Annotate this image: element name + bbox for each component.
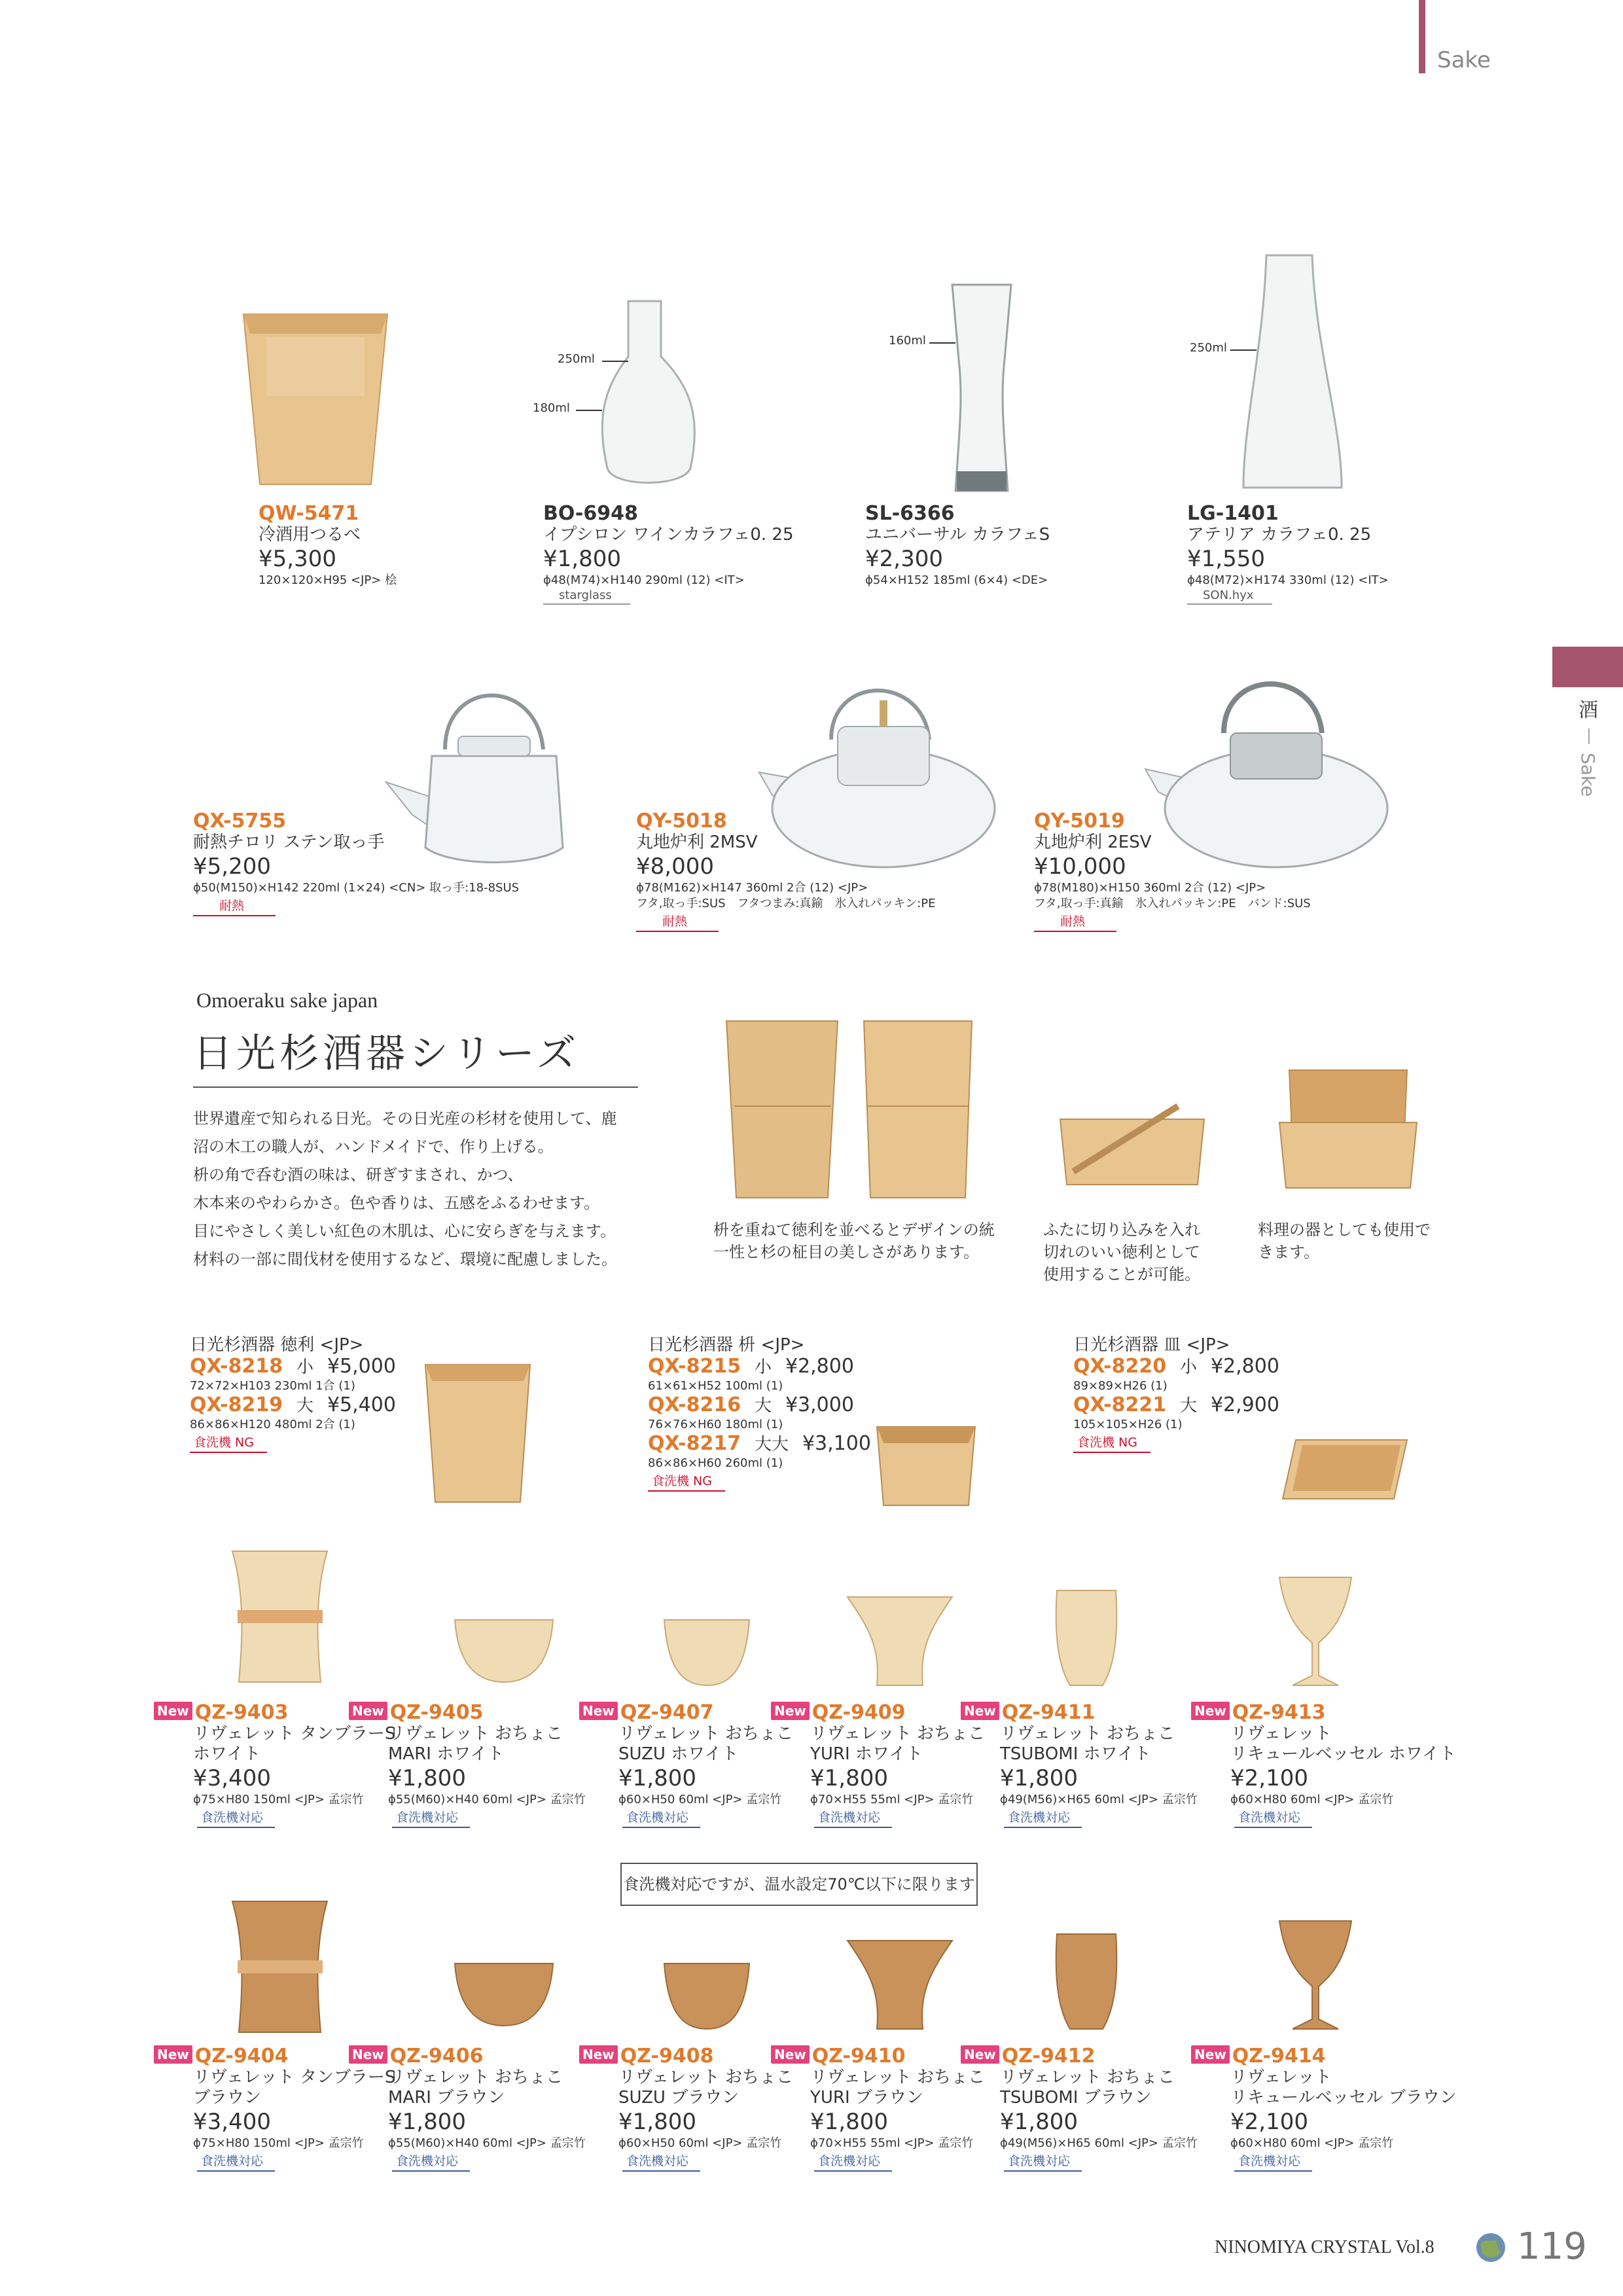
product-name: ユニバーサル カラフェS xyxy=(865,525,1050,545)
product-code: QW-5471 xyxy=(259,502,359,525)
dishwasher-ok-tag: 食洗機対応 xyxy=(392,2151,470,2172)
nikko-plate-block[interactable] xyxy=(1073,1335,1279,1453)
size: 小 xyxy=(1180,1357,1198,1377)
price: ¥3,000 xyxy=(785,1393,854,1416)
dishwasher-notice: 食洗機対応ですが、温水設定70℃以下に限ります xyxy=(620,1863,978,1906)
liqueur-vessel-brown-image xyxy=(1276,1914,1355,2032)
tsurube-box-image xyxy=(230,288,407,491)
product-name: リヴェレット おちょこ xyxy=(1000,1724,1175,1744)
caption-line: ふたに切り込みを入れ xyxy=(1043,1221,1200,1239)
product-spec: 120×120×H95 <JP> 桧 xyxy=(259,573,397,587)
product-code xyxy=(1073,1394,1279,1417)
product-name-2: YURI ホワイト xyxy=(810,1744,923,1764)
size: 小 xyxy=(296,1357,314,1377)
tumbler-white-image xyxy=(226,1545,334,1689)
product-name: リヴェレット xyxy=(1230,2068,1332,2087)
product-name: リヴェレット おちょこ xyxy=(810,1724,985,1744)
product-qz9407[interactable] xyxy=(579,1702,793,1828)
vol-line-lg-250 xyxy=(1230,349,1257,351)
nikko-masu-block[interactable] xyxy=(648,1335,871,1492)
product-name: 丸地炉利 2MSV xyxy=(636,833,758,852)
ochoko-tsubomi-white-image xyxy=(1050,1584,1122,1689)
caption-line: きます。 xyxy=(1258,1243,1320,1261)
product-code: SL-6366 xyxy=(865,502,955,525)
dishwasher-ok-tag: 食洗機対応 xyxy=(1004,2151,1082,2172)
globe-icon xyxy=(1475,2232,1507,2263)
product-price: ¥5,200 xyxy=(193,853,271,880)
product-name: リヴェレット おちょこ xyxy=(388,1724,563,1744)
body-line: 枡の角で呑む酒の味は、研ぎすまされ、かつ、 xyxy=(193,1166,524,1184)
vol-line-sl-160 xyxy=(929,342,955,344)
stacked-tokkuri-masu-image xyxy=(720,1008,982,1204)
product-price: ¥1,550 xyxy=(1187,546,1265,572)
nikko-tokkuri-block[interactable] xyxy=(190,1335,396,1453)
new-badge: New xyxy=(1191,2045,1230,2064)
size: 大 xyxy=(1180,1396,1198,1416)
body-line: 木本来のやわらかさ。色や香りは、五感をふるわせます。 xyxy=(193,1194,600,1212)
product-price: ¥1,800 xyxy=(543,546,621,572)
series-subtitle: Omoeraku sake japan xyxy=(196,988,378,1012)
caption-line: 使用することが可能。 xyxy=(1043,1265,1200,1283)
body-line: 世界遺産で知られる日光。その日光産の杉材を使用して、鹿 xyxy=(193,1109,617,1128)
product-price: ¥1,800 xyxy=(388,2109,466,2135)
product-name: イプシロン ワインカラフェ0. 25 xyxy=(543,525,794,545)
brand-tag: SON.hyx xyxy=(1187,588,1272,605)
product-spec: 76×76×H60 180ml (1) xyxy=(648,1418,783,1431)
product-code: QY-5019 xyxy=(1034,810,1125,833)
product-price: ¥1,800 xyxy=(1000,1765,1078,1791)
product-qz9412[interactable] xyxy=(961,2045,1198,2172)
product-qz9408[interactable] xyxy=(579,2045,793,2172)
tokkuri-lid-cut-image xyxy=(1054,1100,1211,1191)
body-line: 沼の木工の職人が、ハンドメイドで、作り上げる。 xyxy=(193,1138,554,1156)
price: ¥2,800 xyxy=(785,1355,854,1378)
product-price: ¥10,000 xyxy=(1034,853,1126,880)
dishwasher-ok-tag: 食洗機対応 xyxy=(1234,2151,1312,2172)
product-code xyxy=(648,1394,871,1417)
product-price: ¥1,800 xyxy=(388,1765,466,1791)
ochoko-mari-brown-image xyxy=(452,1957,556,2029)
product-spec: ϕ60×H50 60ml <JP> 孟宗竹 xyxy=(618,1793,782,1806)
ochoko-suzu-white-image xyxy=(661,1613,753,1689)
product-spec-2: フタ,取っ手:SUS フタつまみ:真鍮 氷入れパッキン:PE xyxy=(636,897,936,910)
ochoko-yuri-white-image xyxy=(844,1590,955,1689)
tumbler-brown-image xyxy=(226,1895,334,2039)
product-name-2: ホワイト xyxy=(193,1744,261,1764)
product-spec: ϕ48(M72)×H174 330ml (12) <IT> xyxy=(1187,573,1389,587)
product-code xyxy=(648,1433,871,1456)
carafe-sl6366-image xyxy=(942,281,1021,497)
caption-line: 枡を重ねて徳利を並べるとデザインの統 xyxy=(713,1221,995,1239)
product-spec: ϕ49(M56)×H65 60ml <JP> 孟宗竹 xyxy=(1000,2136,1198,2150)
product-name: リヴェレット xyxy=(1230,1724,1332,1744)
product-code xyxy=(1073,1355,1279,1378)
product-name-2: リキュールベッセル ブラウン xyxy=(1230,2088,1457,2108)
series-title: 日光杉酒器シリーズ xyxy=(193,1031,580,1077)
product-code: QZ-9414 xyxy=(1232,2045,1326,2068)
price: ¥5,000 xyxy=(327,1355,396,1378)
product-spec: 86×86×H60 260ml (1) xyxy=(648,1456,783,1470)
body-line: 材料の一部に間伐材を使用するなど、環境に配慮しました。 xyxy=(193,1250,617,1268)
product-qz9411[interactable] xyxy=(961,1702,1198,1828)
heat-resistant-tag: 耐熱 xyxy=(193,896,276,916)
nikko-tokkuri-image xyxy=(419,1352,537,1509)
new-badge: New xyxy=(579,1702,618,1720)
group-header: 日光杉酒器 徳利 <JP> xyxy=(190,1335,364,1355)
product-spec: ϕ55(M60)×H40 60ml <JP> 孟宗竹 xyxy=(388,1793,586,1806)
code: QX-8220 xyxy=(1073,1355,1167,1378)
side-tab-sep: — xyxy=(1580,728,1599,745)
dishwasher-ok-tag: 食洗機対応 xyxy=(622,2151,700,2172)
product-spec: 72×72×H103 230ml 1合 (1) xyxy=(190,1379,355,1393)
product-price: ¥3,400 xyxy=(193,2109,271,2135)
dishwasher-ng-tag: 食洗機 NG xyxy=(190,1433,267,1453)
product-price: ¥1,800 xyxy=(1000,2109,1078,2135)
product-spec: ϕ60×H80 60ml <JP> 孟宗竹 xyxy=(1230,1793,1394,1806)
new-badge: New xyxy=(961,1702,999,1720)
product-qz9410[interactable] xyxy=(771,2045,985,2172)
new-badge: New xyxy=(349,2045,387,2064)
caption-plate xyxy=(1258,1219,1431,1263)
vol-line-bo-250 xyxy=(602,360,628,363)
product-spec: 105×105×H26 (1) xyxy=(1073,1418,1183,1431)
product-code: QZ-9403 xyxy=(194,1701,289,1724)
product-spec: 61×61×H52 100ml (1) xyxy=(648,1379,783,1393)
product-spec: ϕ78(M180)×H150 360ml 2合 (12) <JP> xyxy=(1034,881,1266,895)
ochoko-suzu-brown-image xyxy=(661,1957,753,2032)
dishwasher-ok-tag: 食洗機対応 xyxy=(197,1808,275,1828)
product-qz9405[interactable] xyxy=(349,1702,586,1828)
carafe-bo6948-image xyxy=(602,298,713,494)
vol-label-bo-180: 180ml xyxy=(533,401,570,415)
vol-label-bo-250: 250ml xyxy=(558,352,595,366)
dishwasher-ok-tag: 食洗機対応 xyxy=(622,1808,700,1828)
vol-label-sl-160: 160ml xyxy=(889,334,926,348)
side-tab-jp: 酒 xyxy=(1578,699,1598,722)
size: 大 xyxy=(296,1396,314,1416)
body-line: 目にやさしく美しい紅色の木肌は、心に安らぎを与えます。 xyxy=(193,1222,616,1240)
new-badge: New xyxy=(961,2045,999,2064)
header-section-label: Sake xyxy=(1437,47,1491,73)
product-qz9413[interactable] xyxy=(1191,1702,1456,1828)
product-name: アテリア カラフェ0. 25 xyxy=(1187,525,1372,545)
group-header: 日光杉酒器 皿 <JP> xyxy=(1073,1335,1230,1355)
code: QX-8218 xyxy=(190,1355,283,1378)
product-name-2: MARI ブラウン xyxy=(388,2088,505,2108)
product-name: リヴェレット おちょこ xyxy=(1000,2068,1175,2087)
new-badge: New xyxy=(154,2045,192,2064)
price: ¥2,800 xyxy=(1210,1355,1279,1378)
side-tab[interactable] xyxy=(1552,647,1623,687)
product-qx5755[interactable] xyxy=(193,810,519,916)
product-code: QZ-9409 xyxy=(812,1701,906,1724)
product-name-2: TSUBOMI ブラウン xyxy=(1000,2088,1152,2108)
product-code: QZ-9404 xyxy=(194,2045,289,2068)
product-code xyxy=(648,1355,871,1378)
price: ¥2,900 xyxy=(1210,1393,1279,1416)
product-name-2: YURI ブラウン xyxy=(810,2088,923,2108)
code: QX-8217 xyxy=(648,1432,741,1455)
product-price: ¥1,800 xyxy=(618,2109,696,2135)
product-spec: ϕ70×H55 55ml <JP> 孟宗竹 xyxy=(810,2136,974,2150)
product-name: 耐熱チロリ ステン取っ手 xyxy=(193,833,385,852)
brand-tag: starglass xyxy=(543,588,630,605)
product-name: リヴェレット タンブラーS xyxy=(193,1724,396,1744)
size: 小 xyxy=(755,1357,772,1377)
liqueur-vessel-white-image xyxy=(1276,1571,1355,1689)
code: QX-8219 xyxy=(190,1393,283,1416)
product-code: QZ-9412 xyxy=(1001,2045,1096,2068)
product-bo6948[interactable] xyxy=(543,503,794,605)
product-code xyxy=(190,1355,396,1378)
dishwasher-ok-tag: 食洗機対応 xyxy=(1234,1808,1312,1828)
product-name-2: リキュールベッセル ホワイト xyxy=(1230,1744,1456,1764)
product-code xyxy=(190,1394,396,1417)
page-number: 119 xyxy=(1517,2225,1587,2268)
product-name: リヴェレット おちょこ xyxy=(618,1724,793,1744)
product-price: ¥1,800 xyxy=(618,1765,696,1791)
caption-lid xyxy=(1043,1219,1200,1285)
dishwasher-ng-tag: 食洗機 NG xyxy=(648,1471,725,1492)
product-spec: ϕ55(M60)×H40 60ml <JP> 孟宗竹 xyxy=(388,2136,586,2150)
new-badge: New xyxy=(1191,1702,1230,1720)
heat-resistant-tag: 耐熱 xyxy=(636,912,719,932)
nikko-masu-image xyxy=(870,1414,982,1512)
product-name-2: SUZU ホワイト xyxy=(618,1744,739,1764)
ochoko-mari-white-image xyxy=(452,1613,556,1685)
product-qw5471[interactable] xyxy=(259,503,397,588)
size: 大大 xyxy=(755,1435,789,1454)
product-spec: ϕ75×H80 150ml <JP> 孟宗竹 xyxy=(193,1793,364,1806)
product-code: BO-6948 xyxy=(543,502,638,525)
dishwasher-ok-tag: 食洗機対応 xyxy=(197,2151,275,2172)
new-badge: New xyxy=(154,1702,192,1720)
product-spec: 86×86×H120 480ml 2合 (1) xyxy=(190,1418,355,1431)
product-spec: ϕ54×H152 185ml (6×4) <DE> xyxy=(865,573,1048,587)
product-code: LG-1401 xyxy=(1187,502,1279,525)
product-code: QZ-9405 xyxy=(389,1701,484,1724)
ochoko-tsubomi-brown-image xyxy=(1050,1928,1122,2032)
product-spec: ϕ60×H50 60ml <JP> 孟宗竹 xyxy=(618,2136,782,2150)
product-spec: ϕ50(M150)×H142 220ml (1×24) <CN> 取っ手:18-8SUS xyxy=(193,881,520,895)
new-badge: New xyxy=(349,1702,387,1720)
footer-brand: NINOMIYA CRYSTAL Vol.8 xyxy=(1215,2237,1435,2257)
product-name: 丸地炉利 2ESV xyxy=(1034,833,1152,852)
product-lg1401[interactable] xyxy=(1187,503,1389,605)
product-qz9406[interactable] xyxy=(349,2045,586,2172)
dishwasher-ok-tag: 食洗機対応 xyxy=(814,1808,892,1828)
product-price: ¥1,800 xyxy=(810,1765,888,1791)
product-price: ¥2,100 xyxy=(1230,1765,1308,1791)
product-price: ¥3,400 xyxy=(193,1765,271,1791)
product-name: リヴェレット おちょこ xyxy=(618,2068,793,2087)
group-header: 日光杉酒器 枡 <JP> xyxy=(648,1335,805,1355)
product-name-2: ブラウン xyxy=(193,2088,262,2108)
product-spec: ϕ70×H55 55ml <JP> 孟宗竹 xyxy=(810,1793,974,1806)
product-spec-2: フタ,取っ手:真鍮 氷入れパッキン:PE バンド:SUS xyxy=(1034,897,1311,910)
product-name-2: SUZU ブラウン xyxy=(618,2088,740,2108)
product-name-2: MARI ホワイト xyxy=(388,1744,505,1764)
product-name: リヴェレット おちょこ xyxy=(810,2068,985,2087)
product-spec: ϕ60×H80 60ml <JP> 孟宗竹 xyxy=(1230,2136,1394,2150)
product-code: QY-5018 xyxy=(636,810,727,833)
product-price: ¥1,800 xyxy=(810,2109,888,2135)
dishwasher-ok-tag: 食洗機対応 xyxy=(392,1808,470,1828)
dishwasher-ok-tag: 食洗機対応 xyxy=(1004,1808,1082,1828)
new-badge: New xyxy=(579,2045,618,2064)
new-badge: New xyxy=(771,1702,810,1720)
product-price: ¥2,300 xyxy=(865,546,943,572)
code: QX-8221 xyxy=(1073,1393,1167,1416)
product-spec: ϕ75×H80 150ml <JP> 孟宗竹 xyxy=(193,2136,364,2150)
size: 大 xyxy=(755,1396,772,1416)
new-badge: New xyxy=(771,2045,810,2064)
product-name: リヴェレット タンブラーS xyxy=(193,2068,396,2087)
product-price: ¥5,300 xyxy=(259,546,336,572)
product-code: QZ-9408 xyxy=(620,2045,714,2068)
series-body xyxy=(193,1105,617,1274)
caption-stacking xyxy=(713,1219,995,1263)
code: QX-8215 xyxy=(648,1355,741,1378)
product-price: ¥2,100 xyxy=(1230,2109,1308,2135)
nikko-plate-image xyxy=(1276,1433,1414,1505)
product-qy5019[interactable] xyxy=(1034,810,1311,932)
caption-line: 料理の器としても使用で xyxy=(1258,1221,1431,1239)
product-sl6366[interactable] xyxy=(865,503,1050,588)
ochoko-yuri-brown-image xyxy=(844,1934,955,2032)
vol-label-lg-250: 250ml xyxy=(1190,341,1227,355)
product-spec: ϕ49(M56)×H65 60ml <JP> 孟宗竹 xyxy=(1000,1793,1198,1806)
product-code: QZ-9411 xyxy=(1001,1701,1096,1724)
product-qz9409[interactable] xyxy=(771,1702,985,1828)
product-code: QZ-9406 xyxy=(389,2045,484,2068)
product-spec: 89×89×H26 (1) xyxy=(1073,1379,1168,1393)
product-name-2: TSUBOMI ホワイト xyxy=(1000,1744,1151,1764)
product-code: QZ-9407 xyxy=(620,1701,714,1724)
header-accent-bar xyxy=(1419,0,1425,73)
vol-line-bo-180 xyxy=(576,409,602,412)
price: ¥3,100 xyxy=(802,1432,871,1455)
product-code: QZ-9410 xyxy=(812,2045,906,2068)
dishwasher-ok-tag: 食洗機対応 xyxy=(814,2151,892,2172)
product-price: ¥8,000 xyxy=(636,853,714,880)
dishwasher-ng-tag: 食洗機 NG xyxy=(1073,1433,1150,1453)
product-qz9414[interactable] xyxy=(1191,2045,1457,2172)
product-name: リヴェレット おちょこ xyxy=(388,2068,563,2087)
caption-line: 一性と杉の柾目の美しさがあります。 xyxy=(713,1243,980,1261)
carafe-lg1401-image xyxy=(1237,252,1348,497)
product-spec: ϕ78(M162)×H147 360ml 2合 (12) <JP> xyxy=(636,881,868,895)
series-title-rule xyxy=(193,1086,638,1088)
product-code: QX-5755 xyxy=(193,810,287,833)
caption-line: 切れのいい徳利として xyxy=(1043,1243,1200,1261)
price: ¥5,400 xyxy=(327,1393,396,1416)
product-qy5018[interactable] xyxy=(636,810,935,932)
side-tab-en: Sake xyxy=(1577,753,1599,797)
product-spec: ϕ48(M74)×H140 290ml (12) <IT> xyxy=(543,573,745,587)
product-code: QZ-9413 xyxy=(1232,1701,1326,1724)
product-name: 冷酒用つるべ xyxy=(259,525,361,545)
masu-plate-image xyxy=(1276,1064,1420,1194)
heat-resistant-tag: 耐熱 xyxy=(1034,912,1116,932)
code: QX-8216 xyxy=(648,1393,741,1416)
